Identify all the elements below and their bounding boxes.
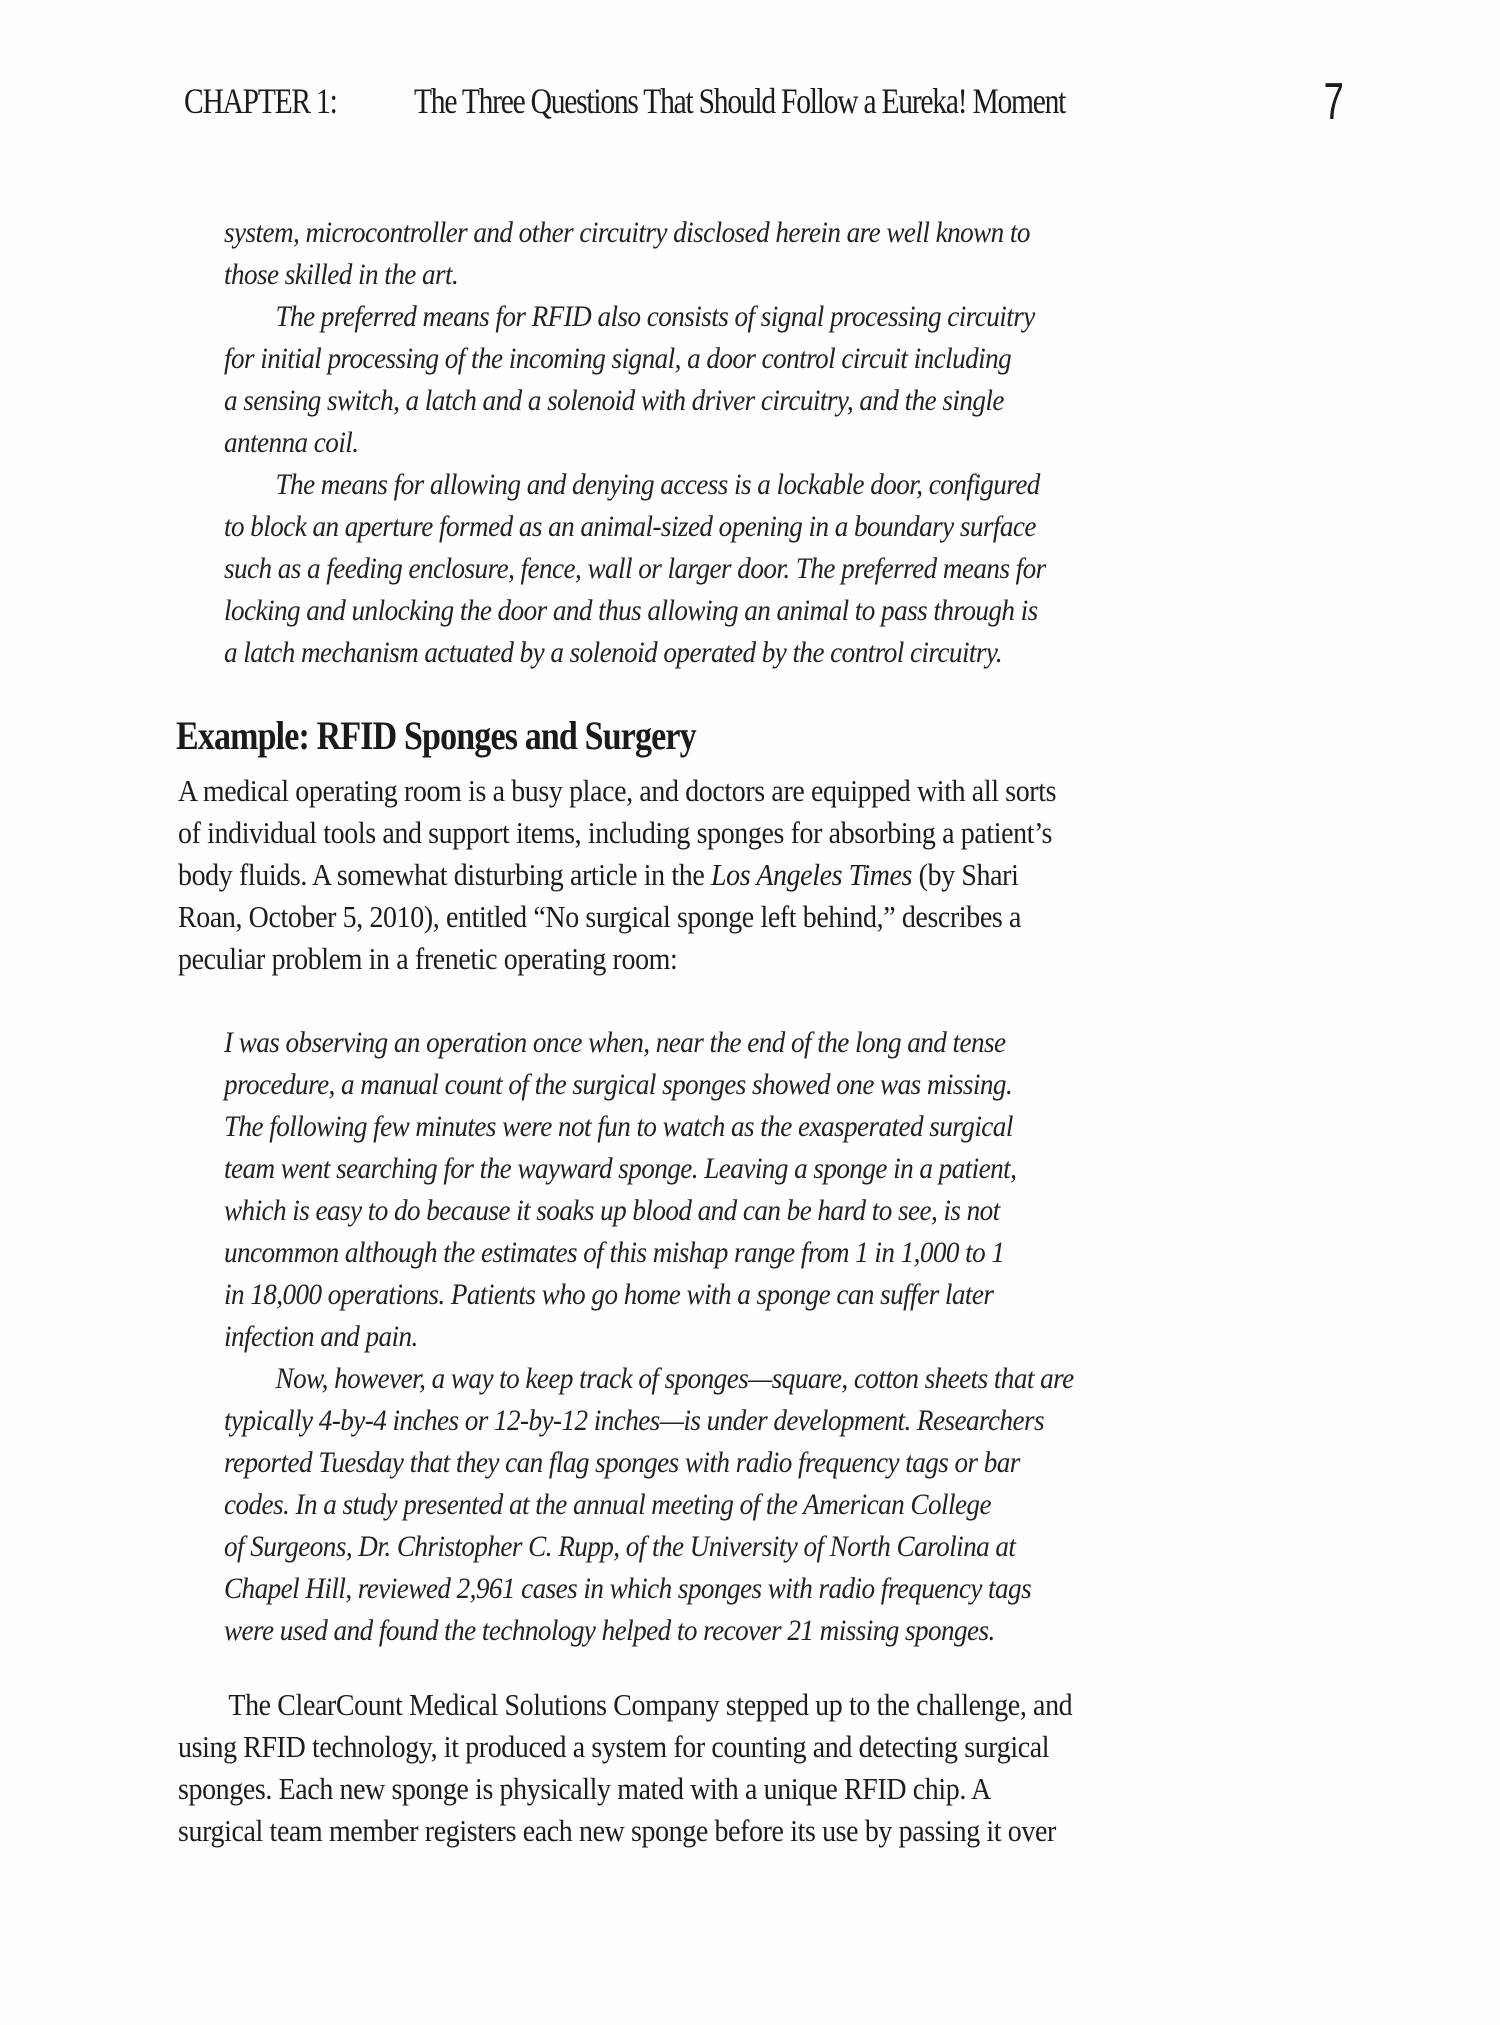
text-line: The means for allowing and denying access is a lockable door, configured bbox=[275, 469, 1040, 501]
publication-title: Los Angeles Times bbox=[710, 857, 913, 892]
text-line: Now, however, a way to keep track of sponges—square, cotton sheets that are bbox=[275, 1363, 1074, 1395]
text-line: reported Tuesday that they can flag sponges with radio frequency tags or bar bbox=[224, 1447, 1020, 1479]
text-line: codes. In a study presented at the annual meeting of the American College bbox=[224, 1489, 991, 1521]
text-line: uncommon although the estimates of this mishap range from 1 in 1,000 to 1 bbox=[224, 1237, 1005, 1269]
text-line: those skilled in the art. bbox=[224, 259, 459, 291]
text-line bbox=[178, 854, 1056, 896]
text-line: to block an aperture formed as an animal-sized opening in a boundary surface bbox=[224, 511, 1036, 543]
text-line: surgical team member registers each new sponge before its use by passing it over bbox=[178, 1813, 1056, 1848]
text-line: which is easy to do because it soaks up blood and can be hard to see, is not bbox=[224, 1195, 1000, 1227]
chapter-label: CHAPTER 1: bbox=[184, 81, 337, 121]
text-line: locking and unlocking the door and thus allowing an animal to pass through is bbox=[224, 595, 1038, 627]
text-run: (by Shari bbox=[912, 857, 1019, 892]
block-quote bbox=[224, 1022, 1147, 1652]
text-line: in 18,000 operations. Patients who go home with a sponge can suffer later bbox=[224, 1279, 994, 1311]
text-line: system, microcontroller and other circuitry disclosed herein are well known to bbox=[224, 217, 1030, 249]
text-line: of Surgeons, Dr. Christopher C. Rupp, of the University of North Carolina at bbox=[224, 1531, 1016, 1563]
text-line: antenna coil. bbox=[224, 427, 359, 459]
text-line: procedure, a manual count of the surgical sponges showed one was missing. bbox=[224, 1069, 1013, 1101]
text-line: typically 4-by-4 inches or 12-by-12 inches—is under development. Researchers bbox=[224, 1405, 1045, 1437]
text-line: a sensing switch, a latch and a solenoid with driver circuitry, and the single bbox=[224, 385, 1004, 417]
text-line: such as a feeding enclosure, fence, wall or larger door. The preferred means for bbox=[224, 553, 1046, 585]
patent-excerpt bbox=[224, 212, 1117, 674]
text-line: I was observing an operation once when, near the end of the long and tense bbox=[224, 1027, 1006, 1059]
text-line: for initial processing of the incoming signal, a door control circuit including bbox=[224, 343, 1012, 375]
running-head bbox=[184, 74, 1364, 134]
text-line: The ClearCount Medical Solutions Company stepped up to the challenge, and bbox=[228, 1687, 1073, 1722]
text-line: Chapel Hill, reviewed 2,961 cases in which sponges with radio frequency tags bbox=[224, 1573, 1032, 1605]
text-line: were used and found the technology helped to recover 21 missing sponges. bbox=[224, 1615, 995, 1647]
text-run: body fluids. A somewhat disturbing article in the bbox=[178, 857, 711, 892]
text-line: infection and pain. bbox=[224, 1321, 418, 1353]
text-line: a latch mechanism actuated by a solenoid operated by the control circuitry. bbox=[224, 637, 1003, 669]
text-line: The following few minutes were not fun to watch as the exasperated surgical bbox=[224, 1111, 1013, 1143]
text-line: A medical operating room is a busy place, and doctors are equipped with all sorts bbox=[178, 773, 1057, 808]
chapter-title: The Three Questions That Should Follow a Eureka! Moment bbox=[414, 81, 1066, 121]
text-line: sponges. Each new sponge is physically mated with a unique RFID chip. A bbox=[178, 1771, 991, 1806]
text-line: peculiar problem in a frenetic operating room: bbox=[178, 941, 678, 976]
text-line: Roan, October 5, 2010), entitled “No surgical sponge left behind,” describes a bbox=[178, 899, 1022, 934]
text-line: of individual tools and support items, including sponges for absorbing a patient’s bbox=[178, 815, 1053, 850]
closing-paragraph bbox=[178, 1684, 1172, 1852]
text-line: using RFID technology, it produced a system for counting and detecting surgical bbox=[178, 1729, 1050, 1764]
page-number: 7 bbox=[1323, 73, 1344, 131]
text-line: team went searching for the wayward sponge. Leaving a sponge in a patient, bbox=[224, 1153, 1017, 1185]
section-intro bbox=[178, 770, 1154, 980]
section-heading: Example: RFID Sponges and Surgery bbox=[176, 713, 696, 758]
text-line: The preferred means for RFID also consists of signal processing circuitry bbox=[275, 301, 1035, 333]
